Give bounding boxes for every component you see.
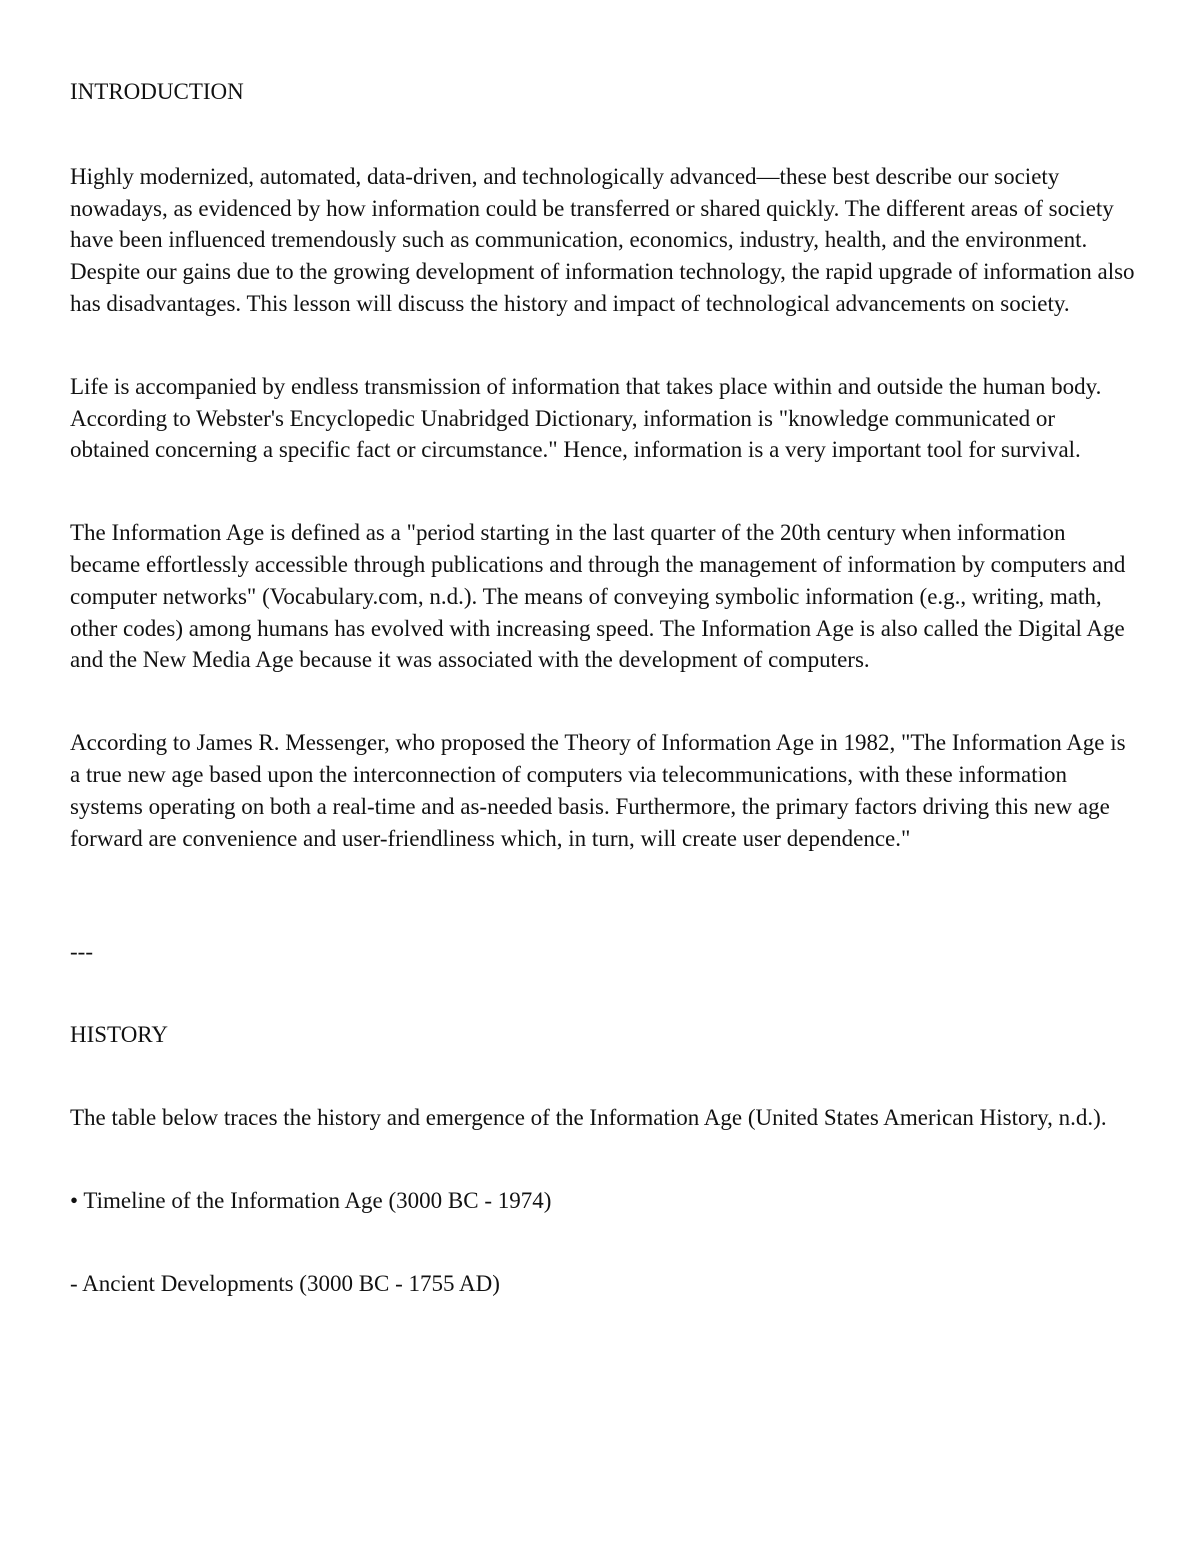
section-separator: --- bbox=[70, 939, 93, 965]
introduction-heading: INTRODUCTION bbox=[70, 79, 244, 104]
ancient-developments-item: - Ancient Developments (3000 BC - 1755 AD) bbox=[70, 1270, 500, 1296]
timeline-bullet-item: • Timeline of the Information Age (3000 BC - 1974) bbox=[70, 1187, 552, 1213]
document-page bbox=[70, 70, 1140, 1299]
history-intro-paragraph: The table below traces the history and emergence of the Information Age (United States American History, n.d.). bbox=[70, 1104, 1107, 1130]
intro-paragraph-4: According to James R. Messenger, who proposed the Theory of Information Age in 1982, "The Information Age is a true new age based upon the interconnection of computers via telecommunications, with these information systems operating on both a real-time and as-needed basis. Furthermore, the primary factors driving this new age forward are convenience and user-friendliness which, in turn, will create user dependence." bbox=[70, 730, 1126, 851]
intro-paragraph-1: Highly modernized, automated, data-driven, and technologically advanced—these best describe our society nowadays, as evidenced by how information could be transferred or shared quickly. The different areas of society have been influenced tremendously such as communication, economics, industry, health, and the environment. Despite our gains due to the growing development of information technology, the rapid upgrade of information also has disadvantages. This lesson will discuss the history and impact of technological advancements on society. bbox=[70, 163, 1135, 316]
intro-paragraph-3: The Information Age is defined as a "period starting in the last quarter of the 20th century when information became effortlessly accessible through publications and through the management of information by computers and computer networks" (Vocabulary.com, n.d.). The means of conveying symbolic information (e.g., writing, math, other codes) among humans has evolved with increasing speed. The Information Age is also called the Digital Age and the New Media Age because it was associated with the development of computers. bbox=[70, 520, 1126, 673]
history-heading: HISTORY bbox=[70, 1022, 168, 1048]
intro-paragraph-2: Life is accompanied by endless transmission of information that takes place within and outside the human body. According to Webster's Encyclopedic Unabridged Dictionary, information is "knowledge communicated or obtained concerning a specific fact or circumstance." Hence, information is a very important tool for survival. bbox=[70, 373, 1102, 463]
